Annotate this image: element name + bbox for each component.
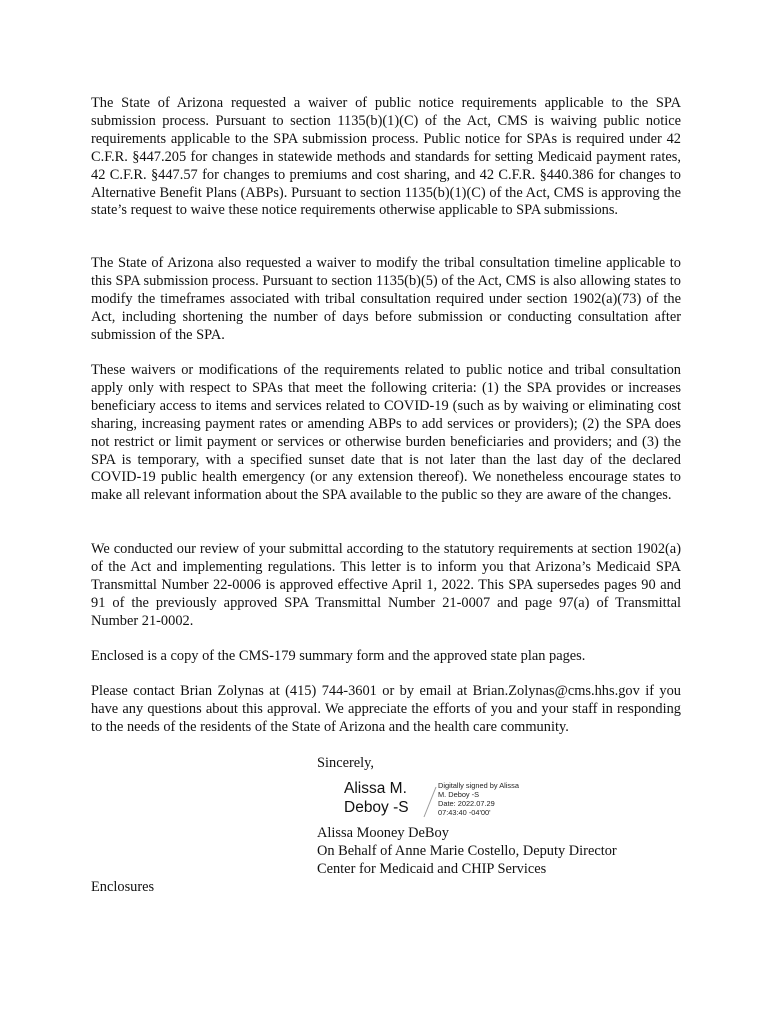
signer-title: On Behalf of Anne Marie Costello, Deputy Director (317, 842, 617, 859)
signature-name-line-1: Alissa M. (344, 780, 407, 797)
signature-slash-mark (420, 781, 440, 821)
signer-block (317, 825, 617, 879)
paragraph-tribal-consultation-waiver: The State of Arizona also requested a waiver to modify the tribal consultation timeline applicable to this SPA submission process. Pursuant to section 1135(b)(5) of the Act, CMS is also allowing states to modify the timeframes associated with tribal consultation required under section 1902(a)(73) of the Act, including shortening the number of days before submission or conducting consultation after submission of the SPA. (91, 255, 681, 343)
signature-name (344, 779, 432, 817)
paragraph-waiver-criteria: These waivers or modifications of the requirements related to public notice and tribal consultation apply only with respect to SPAs that meet the following criteria: (1) the SPA provides or increases beneficiary access to items and services related to COVID-19 (such as by waiving or eliminating cost sharing, increasing payment rates or amending ABPs to add services or providers); (2) the SPA does not restrict or limit payment or services or otherwise burden beneficiaries and providers; and (3) the SPA is temporary, with a specified sunset date that is not later than the last day of the declared COVID-19 public health emergency (or any extension thereof). We nonetheless encourage states to make all relevant information about the SPA available to the public so they are aware of the changes. (91, 362, 681, 504)
enclosures-label: Enclosures (91, 879, 155, 895)
signature-detail-time: 07:43:40 -04'00' (438, 808, 491, 817)
signature-detail-line-1: Digitally signed by Alissa (438, 781, 519, 790)
paragraph-review-approval: We conducted our review of your submittal according to the statutory requirements at section 1902(a) of the Act and implementing regulations. This letter is to inform you that Arizona’s Medicaid SPA Transmittal Number 22-0006 is approved effective April 1, 2022. This SPA supersedes pages 90 and 91 of the previously approved SPA Transmittal Number 21-0007 and page 97(a) of Transmittal Number 21-0002. (91, 541, 681, 629)
closing-salutation: Sincerely, (317, 755, 375, 771)
signer-name: Alissa Mooney DeBoy (317, 825, 449, 841)
signature-details (438, 781, 548, 817)
paragraph-enclosed-copy: Enclosed is a copy of the CMS-179 summary form and the approved state plan pages. (91, 648, 586, 664)
signature-detail-date: Date: 2022.07.29 (438, 799, 495, 808)
signature-name-line-2: Deboy -S (344, 799, 409, 816)
paragraph-public-notice-waiver: The State of Arizona requested a waiver of public notice requirements applicable to the SPA submission process. Pursuant to section 1135(b)(1)(C) of the Act, CMS is waiving public notice requirements applicable to the SPA submission process. Public notice for SPAs is required under 42 C.F.R. §447.205 for changes in statewide methods and standards for setting Medicaid payment rates, 42 C.F.R. §447.57 for changes to premiums and cost sharing, and 42 C.F.R. §440.386 for changes to Alternative Benefit Plans (ABPs). Pursuant to section 1135(b)(1)(C) of the Act, CMS is approving the state’s request to waive these notice requirements otherwise applicable to SPA submissions. (91, 95, 681, 219)
signature-detail-line-2: M. Deboy -S (438, 790, 480, 799)
signer-organization: Center for Medicaid and CHIP Services (317, 860, 547, 877)
digital-signature (344, 779, 544, 821)
paragraph-contact: Please contact Brian Zolynas at (415) 744-3601 or by email at Brian.Zolynas@cms.hhs.gov if you have any questions about this approval. We appreciate the efforts of you and your staff in responding to the needs of the residents of the State of Arizona and the health care community. (91, 683, 681, 735)
